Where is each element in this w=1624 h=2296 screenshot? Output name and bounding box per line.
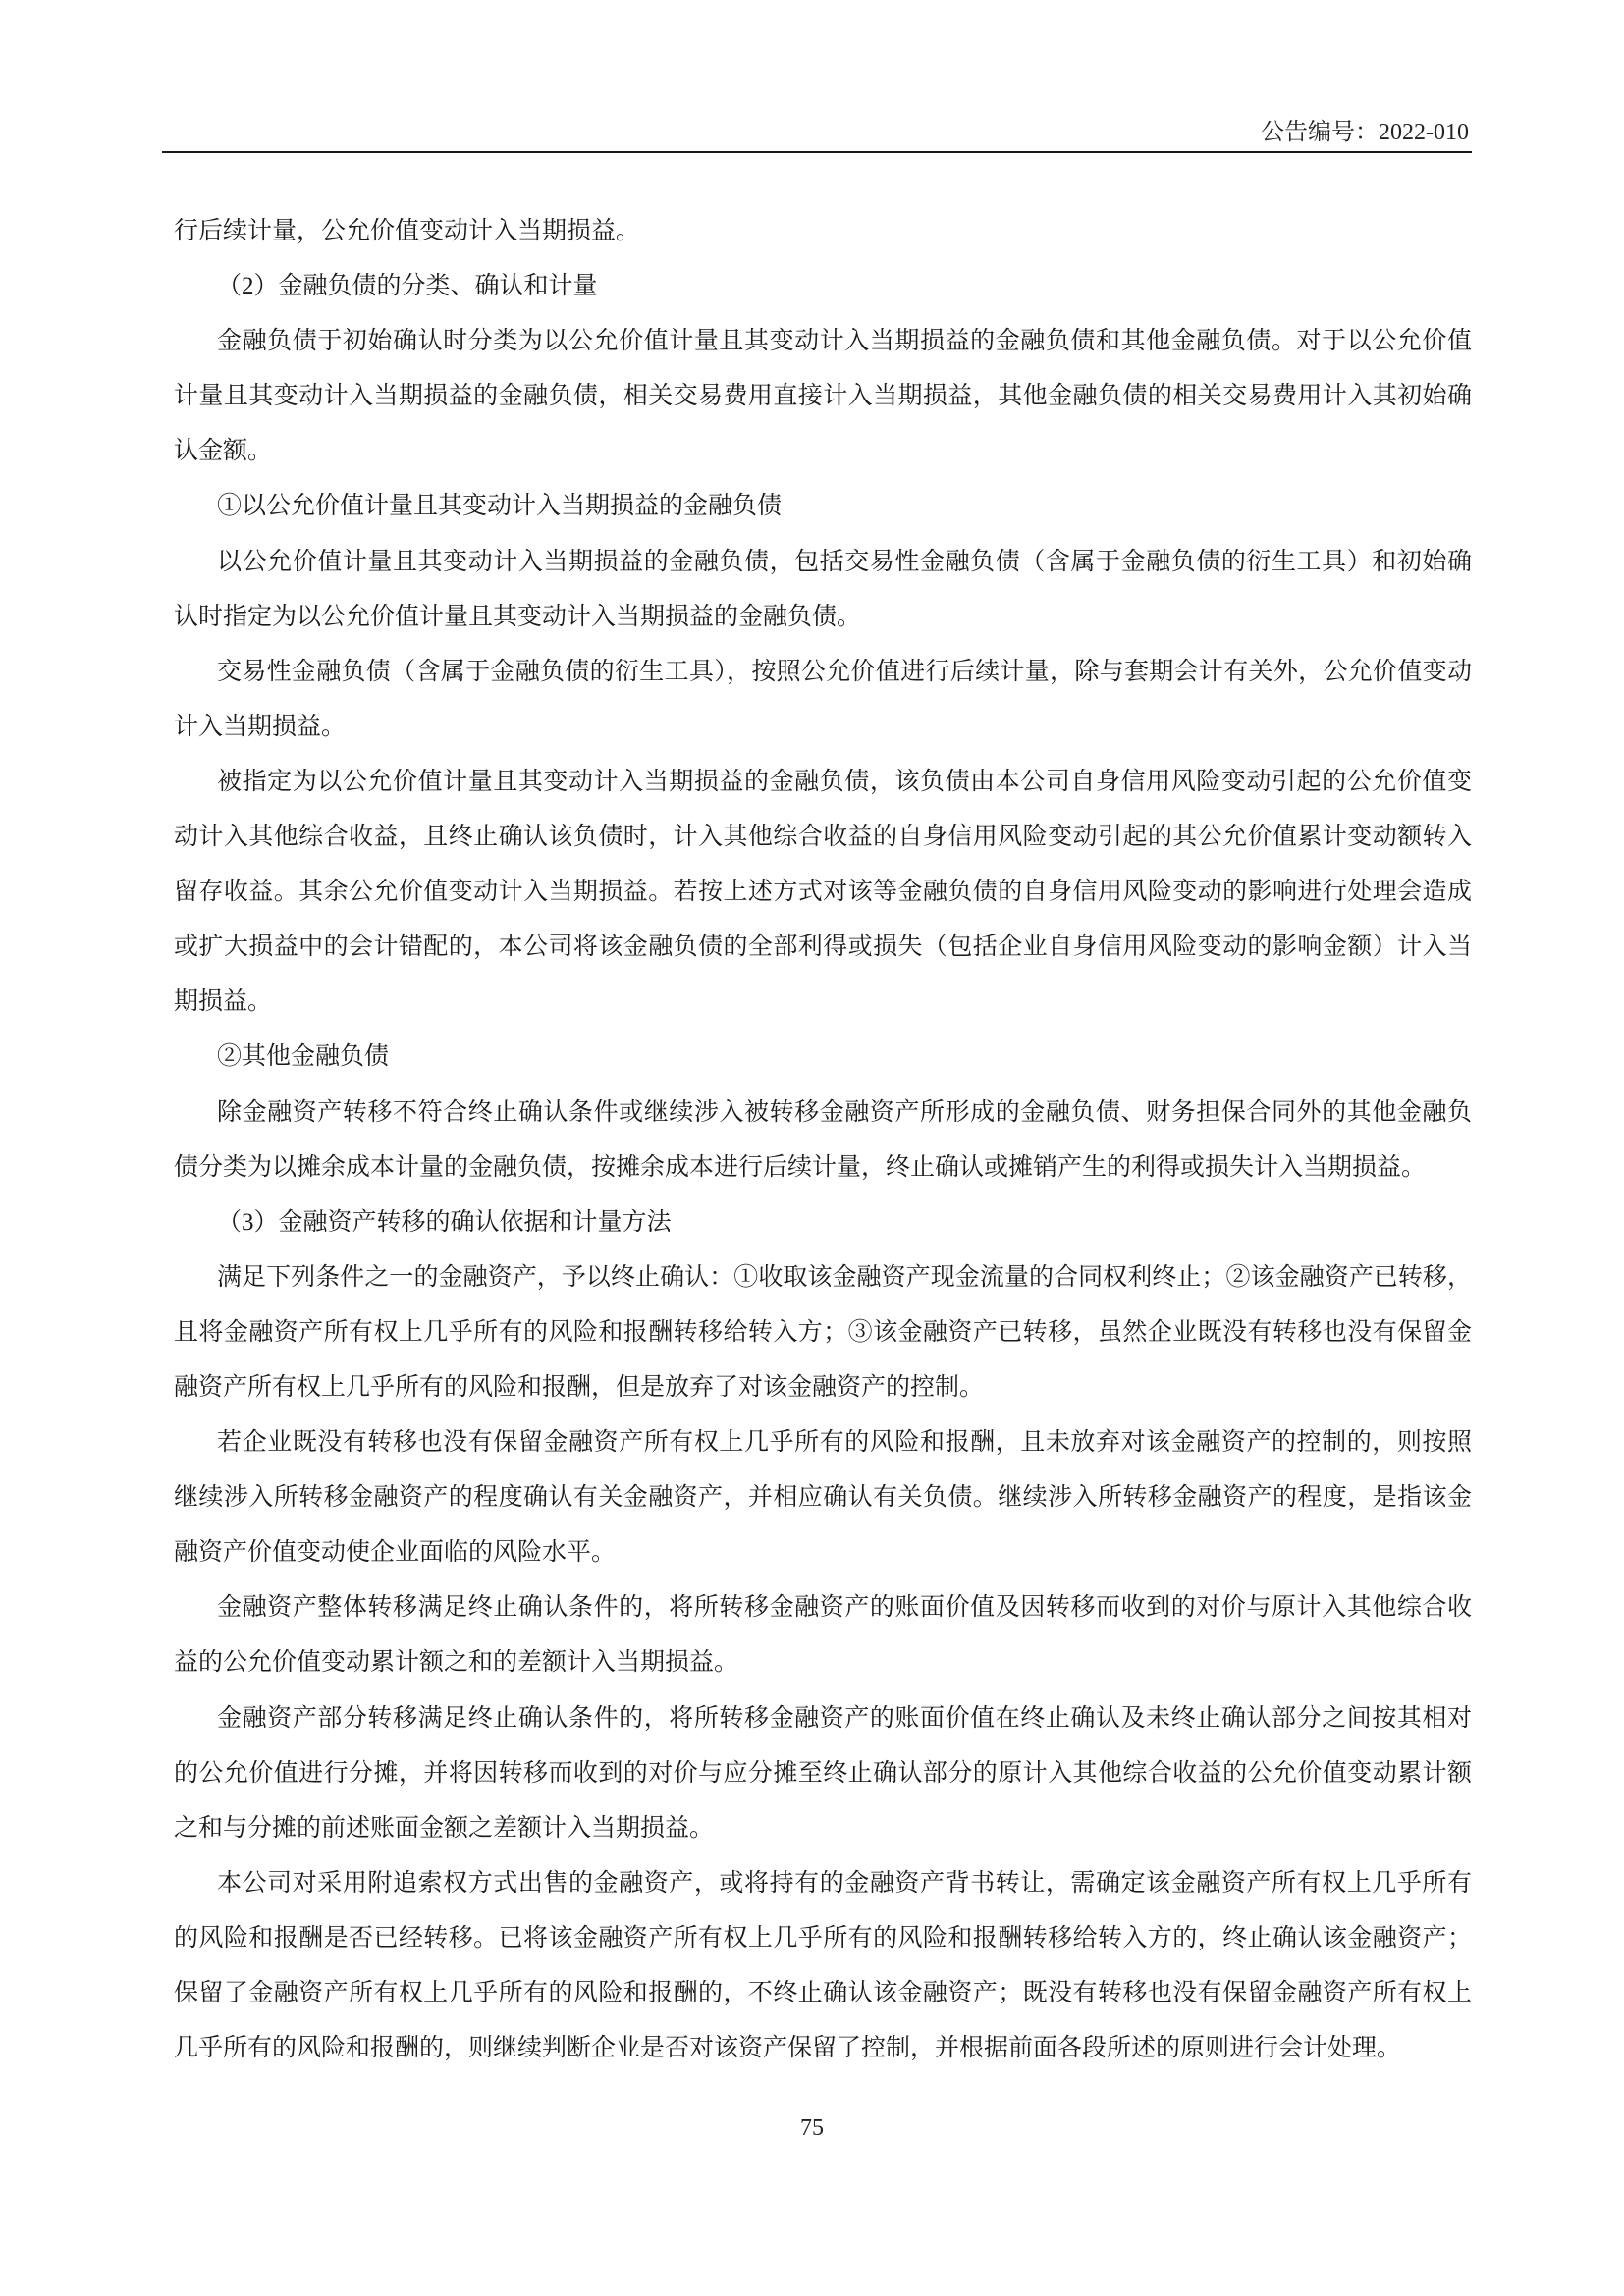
section-heading — [174, 259, 1472, 314]
subsection-heading — [174, 1030, 1472, 1085]
subsection-heading-text: ②其他金融负债 — [217, 1043, 390, 1071]
section-heading — [174, 1196, 1472, 1251]
paragraph-line: 的风险和报酬是否已经转移。已将该金融资产所有权上几乎所有的风险和报酬转移给转入方的，终止确认该金融资产； — [174, 1924, 1472, 1951]
paragraph-line: 满足下列条件之一的金融资产，予以终止确认：①收取该金融资产现金流量的合同权利终止；②该金融资产已转移， — [217, 1263, 1472, 1291]
paragraph — [174, 1251, 1472, 1415]
paragraph — [174, 1691, 1472, 1856]
paragraph-line: 认金额。 — [174, 438, 273, 465]
paragraph — [174, 1580, 1472, 1690]
paragraph — [174, 535, 1472, 645]
paragraph-line: 保留了金融资产所有权上几乎所有的风险和报酬的，不终止确认该金融资产；既没有转移也没有保留金融资产所有权上 — [174, 1980, 1472, 2006]
section-heading-text: （2）金融负债的分类、确认和计量 — [217, 273, 598, 300]
subsection-heading — [174, 479, 1472, 534]
paragraph-line: 期损益。 — [174, 988, 273, 1016]
paragraph-line: 以公允价值计量且其变动计入当期损益的金融负债，包括交易性金融负债（含属于金融负债的衍生工具）和初始确 — [217, 548, 1472, 575]
paragraph-line: 融资产所有权上几乎所有的风险和报酬，但是放弃了对该金融资产的控制。 — [174, 1373, 985, 1401]
paragraph-line: 留存收益。其余公允价值变动计入当期损益。若按上述方式对该等金融负债的自身信用风险变动的影响进行处理会造成 — [174, 879, 1472, 906]
paragraph-line: 本公司对采用附追索权方式出售的金融资产，或将持有的金融资产背书转让，需确定该金融资产所有权上几乎所有 — [217, 1869, 1472, 1896]
paragraph — [174, 645, 1472, 755]
paragraph — [174, 1415, 1472, 1580]
paragraph-line: 融资产价值变动使企业面临的风险水平。 — [174, 1539, 617, 1567]
paragraph-line: 认时指定为以公允价值计量且其变动计入当期损益的金融负债。 — [174, 603, 862, 630]
paragraph — [174, 314, 1472, 479]
paragraph-line: 交易性金融负债（含属于金融负债的衍生工具），按照公允价值进行后续计量，除与套期会计有关外，公允价值变动 — [217, 658, 1472, 685]
paragraph-line: 或扩大损益中的会计错配的，本公司将该金融负债的全部利得或损失（包括企业自身信用风险变动的影响金额）计入当 — [174, 934, 1472, 961]
paragraph-line: 继续涉入所转移金融资产的程度确认有关金融资产，并相应确认有关负债。继续涉入所转移金融资产的程度，是指该金 — [174, 1484, 1472, 1512]
paragraph — [174, 1856, 1472, 2076]
paragraph-line: 行后续计量，公允价值变动计入当期损益。 — [174, 218, 641, 244]
paragraph-line: 债分类为以摊余成本计量的金融负债，按摊余成本进行后续计量，终止确认或摊销产生的利得或损失计入当期损益。 — [174, 1153, 1427, 1181]
paragraph-line: 金融资产整体转移满足终止确认条件的，将所转移金融资产的账面价值及因转移而收到的对价与原计入其他综合收 — [217, 1594, 1472, 1622]
paragraph-line: 动计入其他综合收益，且终止确认该负债时，计入其他综合收益的自身信用风险变动引起的其公允价值累计变动额转入 — [174, 824, 1472, 851]
paragraph-line: 金融资产部分转移满足终止确认条件的，将所转移金融资产的账面价值在终止确认及未终止确认部分之间按其相对 — [217, 1704, 1472, 1732]
body-text — [174, 204, 1472, 2076]
paragraph — [174, 755, 1472, 1030]
section-heading-text: （3）金融资产转移的确认依据和计量方法 — [217, 1208, 672, 1236]
paragraph-line: 计入当期损益。 — [174, 713, 347, 740]
header-divider — [162, 151, 1472, 153]
paragraph — [174, 204, 1472, 259]
paragraph-line: 被指定为以公允价值计量且其变动计入当期损益的金融负债，该负债由本公司自身信用风险变动引起的公允价值变 — [217, 768, 1472, 795]
paragraph-line: 之和与分摊的前述账面金额之差额计入当期损益。 — [174, 1814, 715, 1842]
subsection-heading-text: ①以公允价值计量且其变动计入当期损益的金融负债 — [217, 493, 783, 520]
paragraph-line: 的公允价值进行分摊，并将因转移而收到的对价与应分摊至终止确认部分的原计入其他综合收益的公允价值变动累计额 — [174, 1759, 1472, 1787]
announcement-number: 公告编号：2022-010 — [1261, 120, 1469, 145]
paragraph-line: 几乎所有的风险和报酬的，则继续判断企业是否对该资产保留了控制，并根据前面各段所述的原则进行会计处理。 — [174, 2035, 1402, 2062]
paragraph-line: 计量且其变动计入当期损益的金融负债，相关交易费用直接计入当期损益，其他金融负债的相关交易费用计入其初始确 — [174, 383, 1472, 410]
paragraph — [174, 1086, 1472, 1196]
paragraph-line: 金融负债于初始确认时分类为以公允价值计量且其变动计入当期损益的金融负债和其他金融负债。对于以公允价值 — [217, 328, 1472, 355]
paragraph-line: 除金融资产转移不符合终止确认条件或继续涉入被转移金融资产所形成的金融负债、财务担保合同外的其他金融负 — [217, 1098, 1472, 1126]
paragraph-line: 益的公允价值变动累计额之和的差额计入当期损益。 — [174, 1649, 739, 1677]
paragraph-line: 若企业既没有转移也没有保留金融资产所有权上几乎所有的风险和报酬，且未放弃对该金融资产的控制的，则按照 — [217, 1429, 1472, 1457]
paragraph-line: 且将金融资产所有权上几乎所有的风险和报酬转移给转入方；③该金融资产已转移，虽然企业既没有转移也没有保留金 — [174, 1318, 1472, 1346]
page-number: 75 — [800, 2115, 824, 2141]
